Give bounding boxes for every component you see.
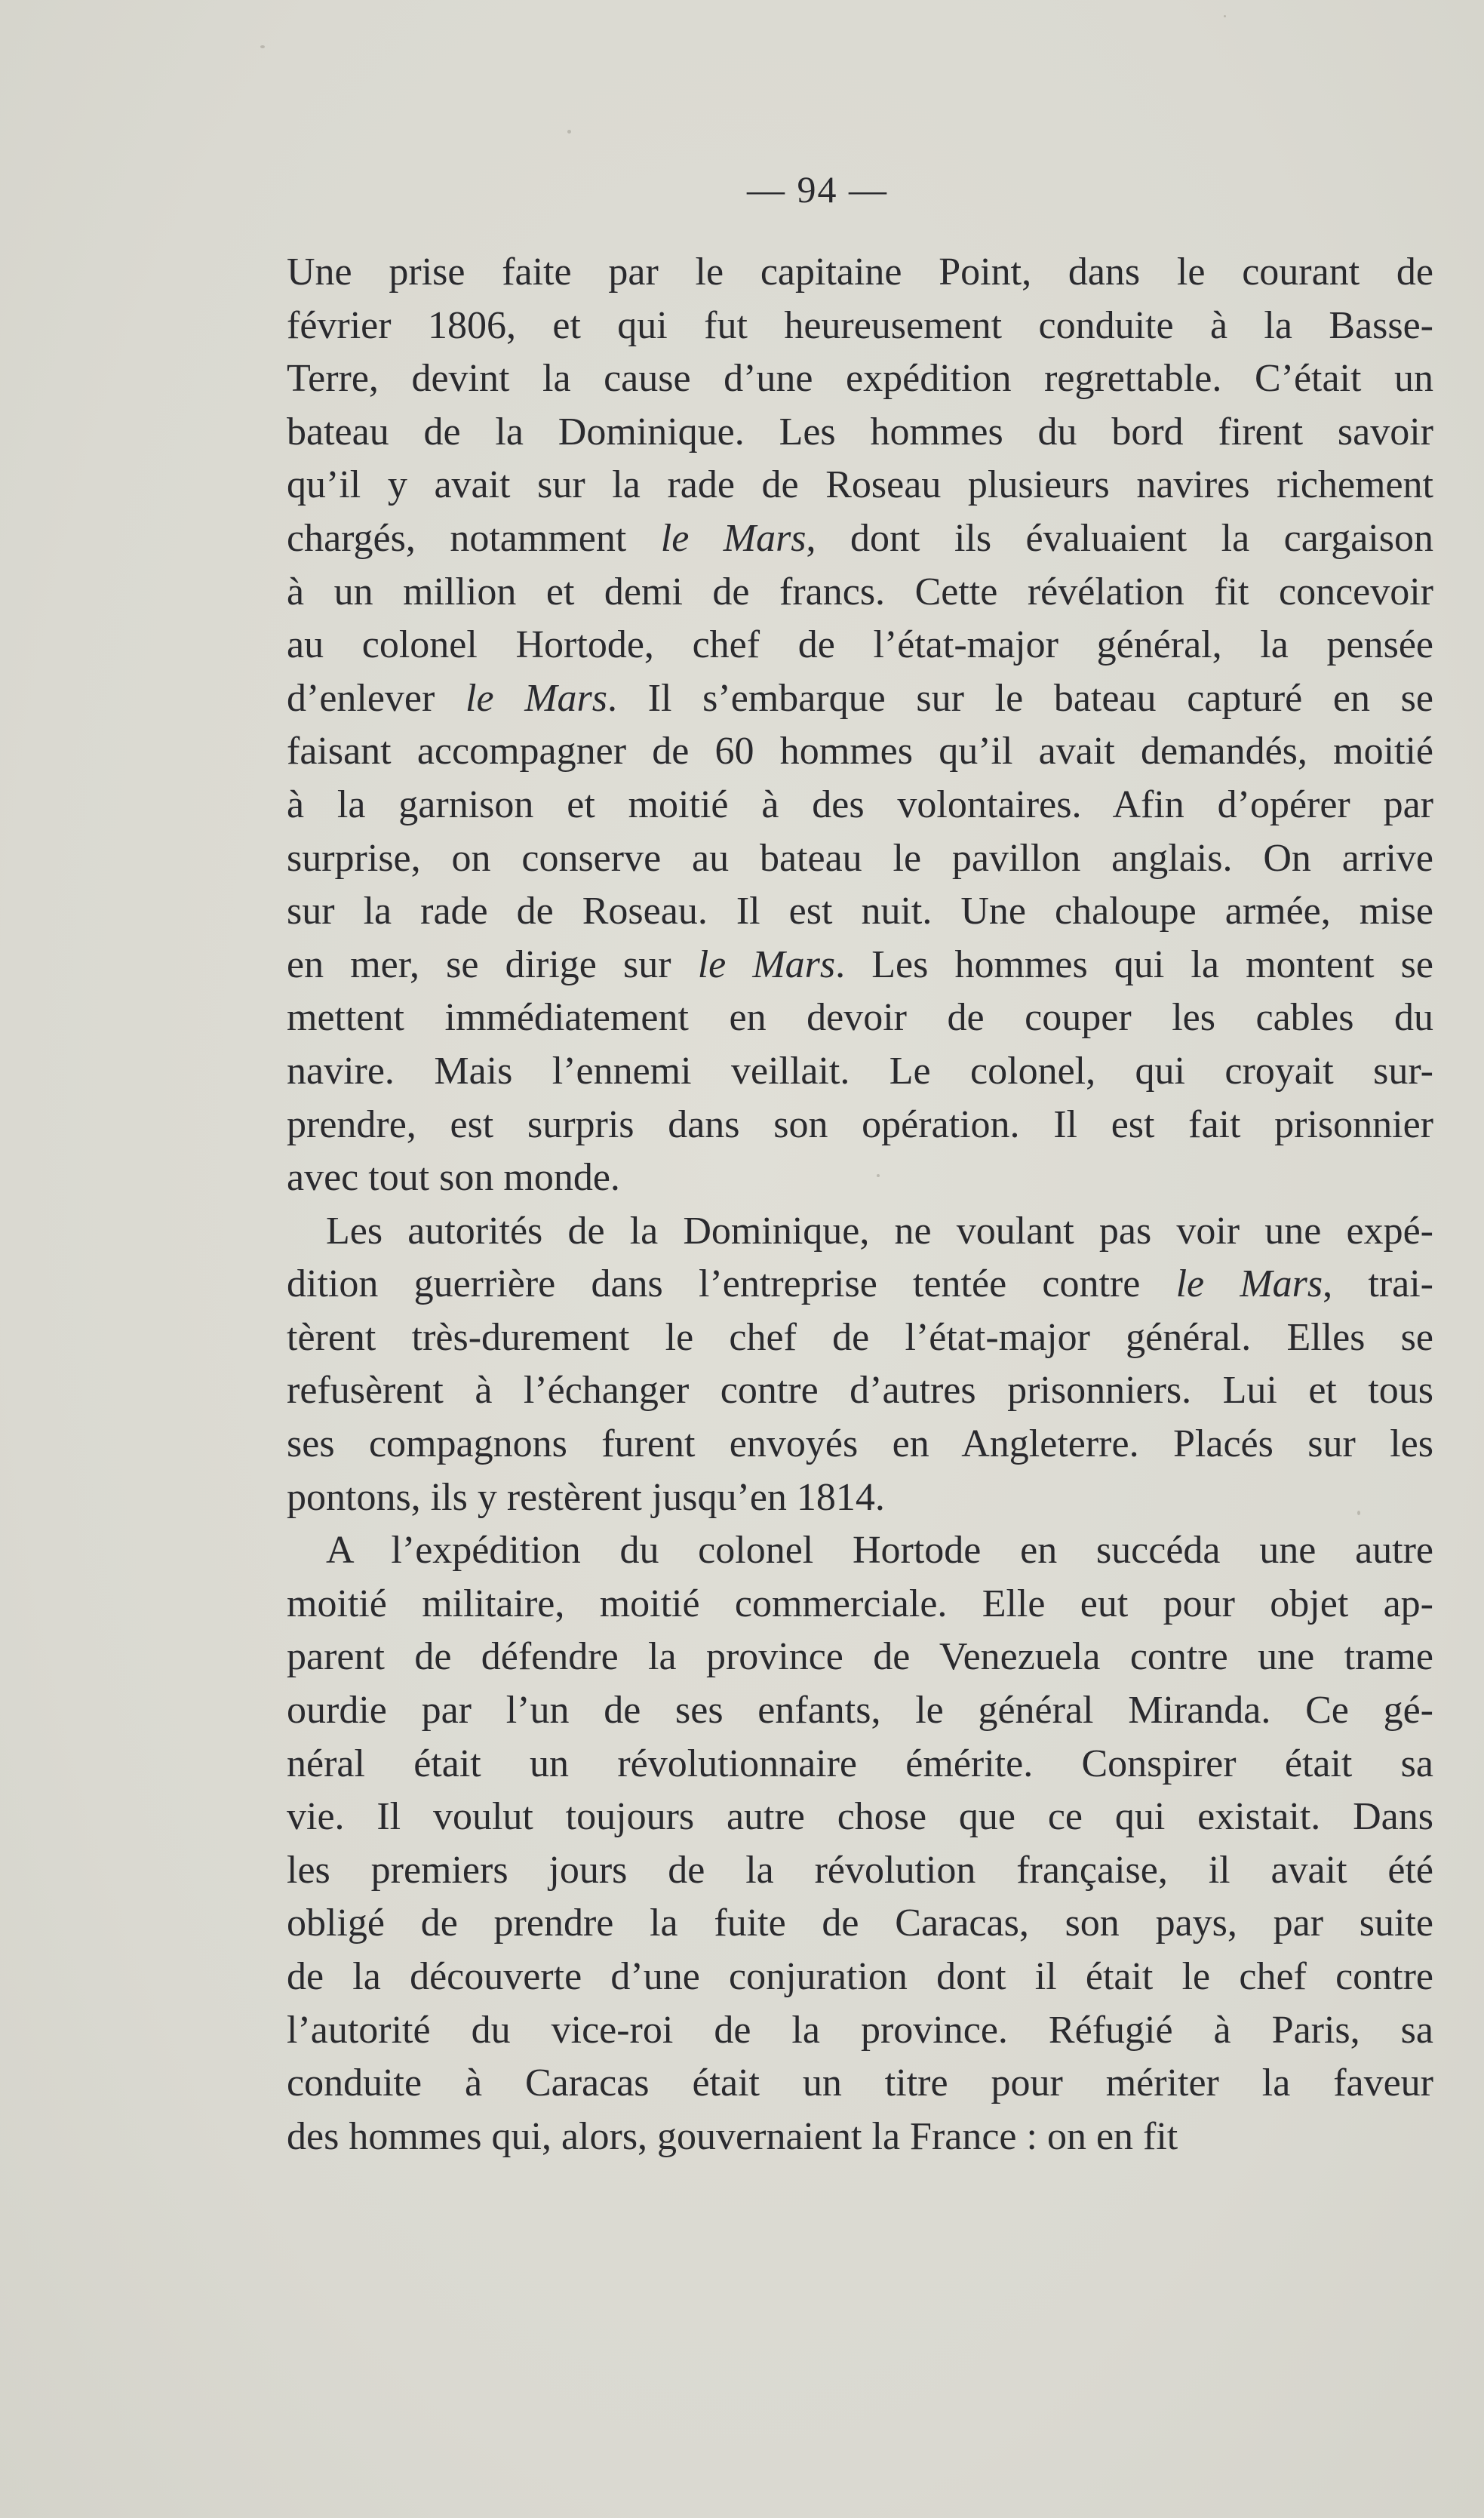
text-line: qu’il y avait sur la rade de Roseau plusieurs navires richement <box>287 463 1433 507</box>
text-line: conduite à Caracas était un titre pour mériter la faveur <box>287 2061 1433 2105</box>
page-number: — 94 — <box>747 168 888 211</box>
text-line: tèrent très-durement le chef de l’état-major général. Elles se <box>287 1315 1433 1359</box>
text-line: bateau de la Dominique. Les hommes du bord firent savoir <box>287 410 1433 453</box>
text-line: février 1806, et qui fut heureusement conduite à la Basse- <box>287 303 1433 347</box>
text-line: pontons, ils y restèrent jusqu’en 1814. <box>287 1475 885 1519</box>
text-line: Terre, devint la cause d’une expédition regrettable. C’était un <box>287 357 1433 401</box>
text-line: parent de défendre la province de Venezuela contre une trame <box>287 1635 1433 1679</box>
text-line: de la découverte d’une conjuration dont il était le chef contre <box>287 1955 1433 1998</box>
text-line: vie. Il voulut toujours autre chose que ce qui existait. Dans <box>287 1795 1433 1839</box>
text-line: mettent immédiatement en devoir de couper les cables du <box>287 996 1433 1040</box>
text-line: chargés, notamment le Mars, dont ils évaluaient la cargaison <box>287 516 1433 560</box>
text-line: avec tout son monde. <box>287 1156 620 1200</box>
text-line: l’autorité du vice-roi de la province. Réfugié à Paris, sa <box>287 2008 1433 2052</box>
text-line: ses compagnons furent envoyés en Angleterre. Placés sur les <box>287 1422 1433 1466</box>
text-line: en mer, se dirige sur le Mars. Les hommes qui la montent se <box>287 942 1433 986</box>
text-line: à un million et demi de francs. Cette révélation fit concevoir <box>287 570 1433 613</box>
text-line: A l’expédition du colonel Hortode en succéda une autre <box>326 1529 1433 1573</box>
text-line: ourdie par l’un de ses enfants, le général Miranda. Ce gé- <box>287 1689 1433 1732</box>
text-line: des hommes qui, alors, gouvernaient la France : on en fit <box>287 2114 1178 2158</box>
text-line: prendre, est surpris dans son opération. Il est fait prisonnier <box>287 1102 1433 1146</box>
text-line: les premiers jours de la révolution française, il avait été <box>287 1848 1433 1892</box>
text-line: Les autorités de la Dominique, ne voulant pas voir une expé- <box>326 1209 1433 1253</box>
body-text <box>287 246 1433 2163</box>
text-line: au colonel Hortode, chef de l’état-major général, la pensée <box>287 623 1433 667</box>
text-line: d’enlever le Mars. Il s’embarque sur le bateau capturé en se <box>287 676 1433 720</box>
text-line: moitié militaire, moitié commerciale. Elle eut pour objet ap- <box>287 1582 1433 1625</box>
text-line: navire. Mais l’ennemi veillait. Le colonel, qui croyait sur- <box>287 1049 1433 1093</box>
text-line: faisant accompagner de 60 hommes qu’il avait demandés, moitié <box>287 730 1433 773</box>
text-line: dition guerrière dans l’entreprise tentée contre le Mars, trai- <box>287 1262 1433 1306</box>
text-line: obligé de prendre la fuite de Caracas, son pays, par suite <box>287 1902 1433 1945</box>
text-line: néral était un révolutionnaire émérite. Conspirer était sa <box>287 1742 1433 1785</box>
text-line: à la garnison et moitié à des volontaires. Afin d’opérer par <box>287 782 1433 826</box>
text-line: refusèrent à l’échanger contre d’autres prisonniers. Lui et tous <box>287 1369 1433 1413</box>
text-line: Une prise faite par le capitaine Point, dans le courant de <box>287 251 1433 294</box>
text-line: surprise, on conserve au bateau le pavillon anglais. On arrive <box>287 836 1433 880</box>
text-line: sur la rade de Roseau. Il est nuit. Une chaloupe armée, mise <box>287 890 1433 933</box>
